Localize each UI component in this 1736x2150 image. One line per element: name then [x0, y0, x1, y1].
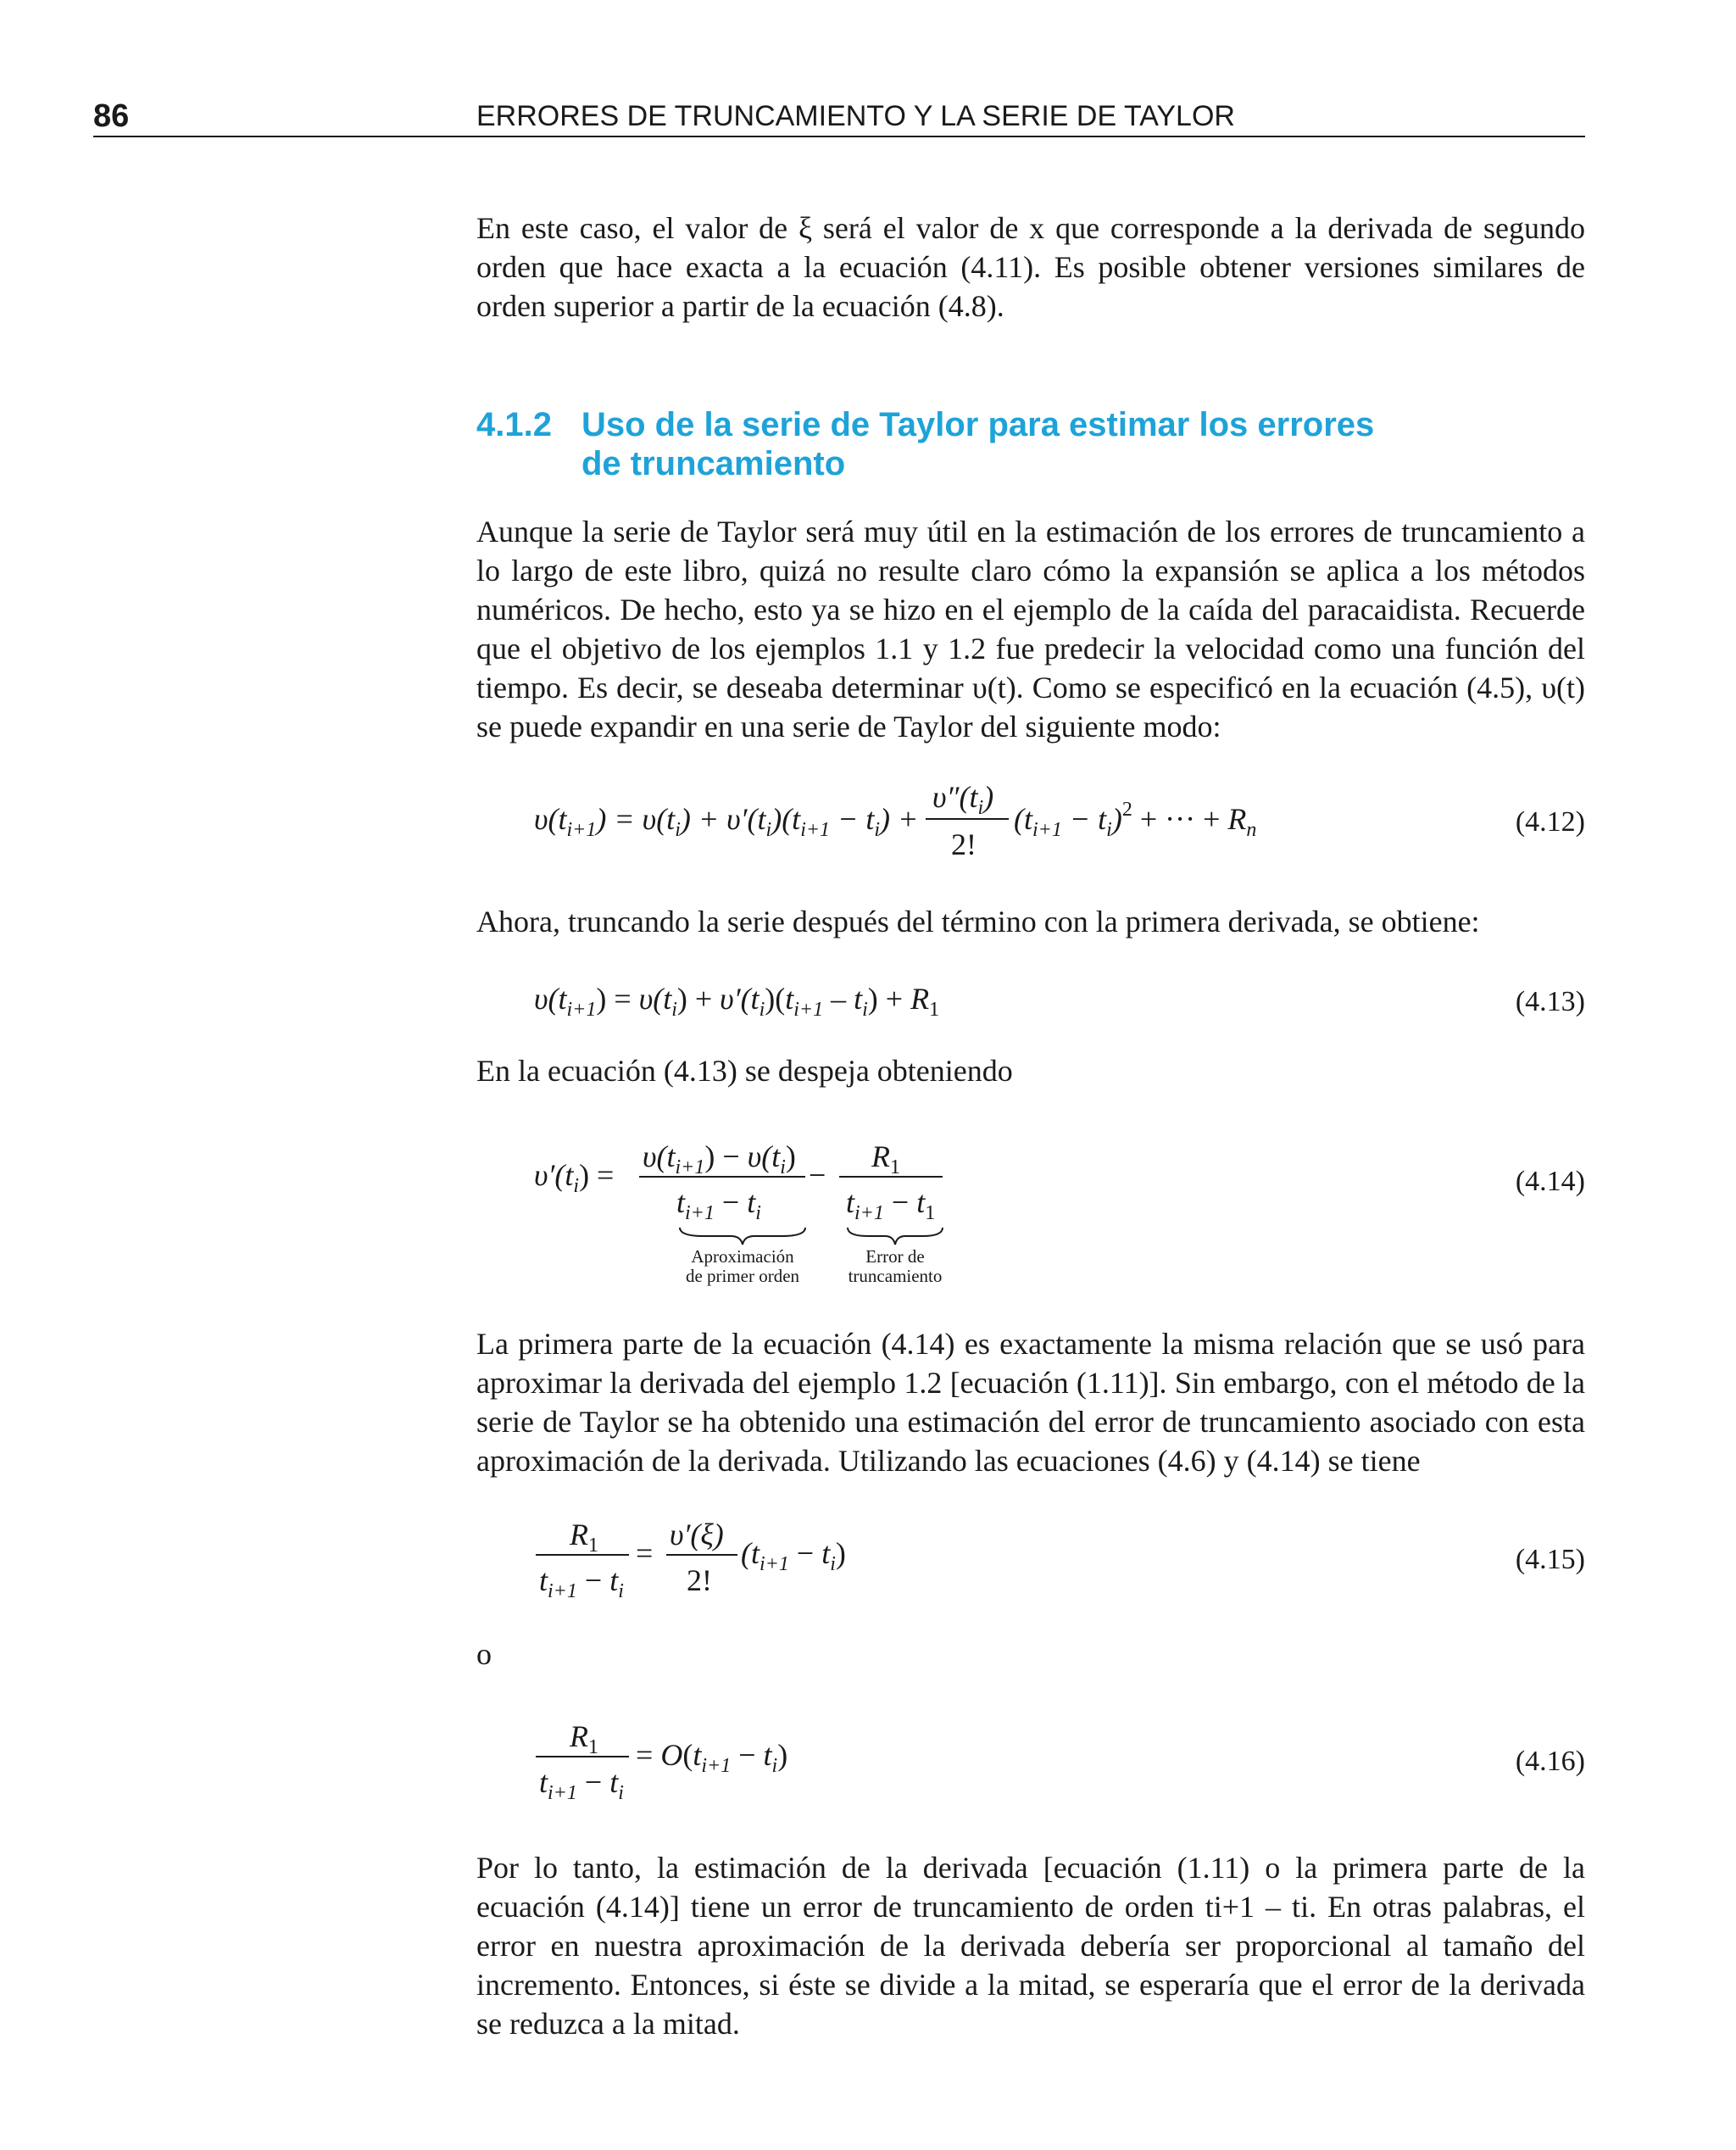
section-title-line2: de truncamiento — [581, 445, 846, 482]
svg-text:ti+1 − t1: $t_{i+1} - t_1$ — [846, 1185, 936, 1224]
equation-number-4-12: (4.12) — [1515, 806, 1585, 838]
equation-number-4-15: (4.15) — [1515, 1544, 1585, 1575]
svg-text:(ti+1 − ti): $(t_{i+1} - t_i)$ — [741, 1536, 846, 1575]
equation-4-15 — [534, 1511, 1585, 1604]
brace-label-error-line2: truncamiento — [848, 1266, 943, 1286]
svg-text:υ″(ti): $\upsilon''(t_i)$ — [932, 780, 994, 819]
svg-text:ti+1 − ti: $t_{i+1} - t_i$ — [539, 1563, 624, 1602]
svg-text:υ(ti+1) = υ(ti) + υ′(ti)(ti+1: $\upsilon(t_{i+1}) = \upsilon(t_i) + \upsilon'(t_i)(t_{i+1} - t_i) + R_1$ — [534, 982, 940, 1021]
svg-text:υ′(ti) =: $\upsilon'(t_i)$ = — [534, 1158, 615, 1197]
svg-text:R1: $R_1$ — [871, 1139, 900, 1178]
paragraph-conclusion: Por lo tanto, la estimación de la derivada [ecuación (1.11) o la primera parte de la ecuación (4.14)] tiene un error de truncamiento de orden ti+1 – ti. En otras palabras, el error en nuestra aproximación de la derivada debería ser proporcional al tamaño del incremento. Entonces, si éste se divide a la mitad, se esperaría que el error de la derivada se reduzca a la mitad. — [476, 1851, 1585, 2041]
equation-4-14 — [534, 1133, 1585, 1285]
paragraph-truncation: Ahora, truncando la serie después del término con la primera derivada, se obtiene: — [476, 905, 1480, 939]
paragraph-solve: En la ecuación (4.13) se despeja obteniendo — [476, 1054, 1013, 1088]
svg-text:υ′(ξ): υ′(ξ) — [670, 1518, 724, 1551]
page-number: 86 — [93, 98, 130, 134]
equation-4-15-formula — [534, 1511, 1297, 1604]
paragraph-first-part: La primera parte de la ecuación (4.14) es exactamente la misma relación que se usó para aproximar la derivada del ejemplo 1.2 [ecuación (1.11)]. Sin embargo, con el método de la serie de Taylor se ha obtenido una estimación del error de truncamiento asociado con esta aproximación de la derivada. Utilizando las ecuaciones (4.6) y (4.14) se tiene — [476, 1327, 1585, 1478]
svg-text:υ(ti+1) − υ(ti): $\upsilon(t_{i+1}) - \upsilon(t_i)$ — [643, 1139, 796, 1178]
section-number: 4.1.2 — [476, 406, 552, 443]
equation-number-4-14: (4.14) — [1515, 1166, 1585, 1197]
brace-label-error-line1: Error de — [865, 1246, 925, 1267]
equation-4-12 — [534, 773, 1585, 866]
equation-4-13 — [534, 975, 1585, 1026]
svg-text:ti+1 − ti: $t_{i+1} - t_i$ — [539, 1765, 624, 1804]
brace-label-approx-line1: Aproximación — [691, 1246, 794, 1267]
svg-text:−: − — [809, 1158, 826, 1192]
header-rule — [93, 136, 1585, 137]
equation-number-4-13: (4.13) — [1515, 986, 1585, 1017]
svg-text:2!: 2! — [687, 1563, 712, 1597]
equation-4-16-formula — [534, 1713, 1297, 1806]
svg-text:R1: $R_1$ — [570, 1518, 598, 1557]
equation-number-4-16: (4.16) — [1515, 1746, 1585, 1777]
svg-text:υ(ti+1) = υ(ti) + υ′(ti)(ti+1: $\upsilon(t_{i+1}) = \upsilon(t_i) + \upsilon'(t_i)(t_{i+1} - t_i)$ + — [534, 802, 919, 841]
svg-text:=: = — [636, 1536, 654, 1570]
section-title-line1: Uso de la serie de Taylor para estimar los errores — [581, 406, 1375, 443]
connector-or: o — [476, 1637, 492, 1671]
svg-text:R1: $R_1$ — [570, 1719, 598, 1758]
equation-4-16 — [534, 1713, 1585, 1806]
equation-4-14-formula — [534, 1133, 1297, 1285]
running-header-title: ERRORES DE TRUNCAMIENTO Y LA SERIE DE TAYLOR — [476, 100, 1235, 132]
section-heading — [476, 405, 1585, 483]
svg-text:2!: 2! — [951, 827, 976, 861]
svg-text:= O(ti+1 − ti): = $O(t_{i+1} - t_i)$ — [636, 1738, 788, 1777]
paragraph-intro: En este caso, el valor de ξ será el valor de x que corresponde a la derivada de segundo orden que hace exacta a la ecuación (4.11). Es posible obtener versiones similares de orden superior a partir de la ecuación (4.8). — [476, 211, 1585, 323]
paragraph-taylor-intro: Aunque la serie de Taylor será muy útil en la estimación de los errores de truncamiento a lo largo de este libro, quizá no resulte claro cómo la expansión se aplica a los métodos numéricos. De hecho, esto ya se hizo en el ejemplo de la caída del paracaidista. Recuerde que el objetivo de los ejemplos 1.1 y 1.2 fue predecir la velocidad como una función del tiempo. Es decir, se deseaba determinar υ(t). Como se especificó en la ecuación (4.5), υ(t) se puede expandir en una serie de Taylor del siguiente modo: — [476, 515, 1585, 744]
equation-4-13-formula — [534, 975, 1297, 1026]
brace-label-approx-line2: de primer orden — [685, 1266, 800, 1286]
svg-text:ti+1 − ti: $t_{i+1} - t_i$ — [676, 1185, 761, 1224]
svg-text:(ti+1 − ti)2 + ··· + Rn: $(t_{i+1} - t_i)^2$ + ··· + $R_n$ — [1014, 799, 1257, 841]
equation-4-12-formula — [534, 773, 1382, 866]
